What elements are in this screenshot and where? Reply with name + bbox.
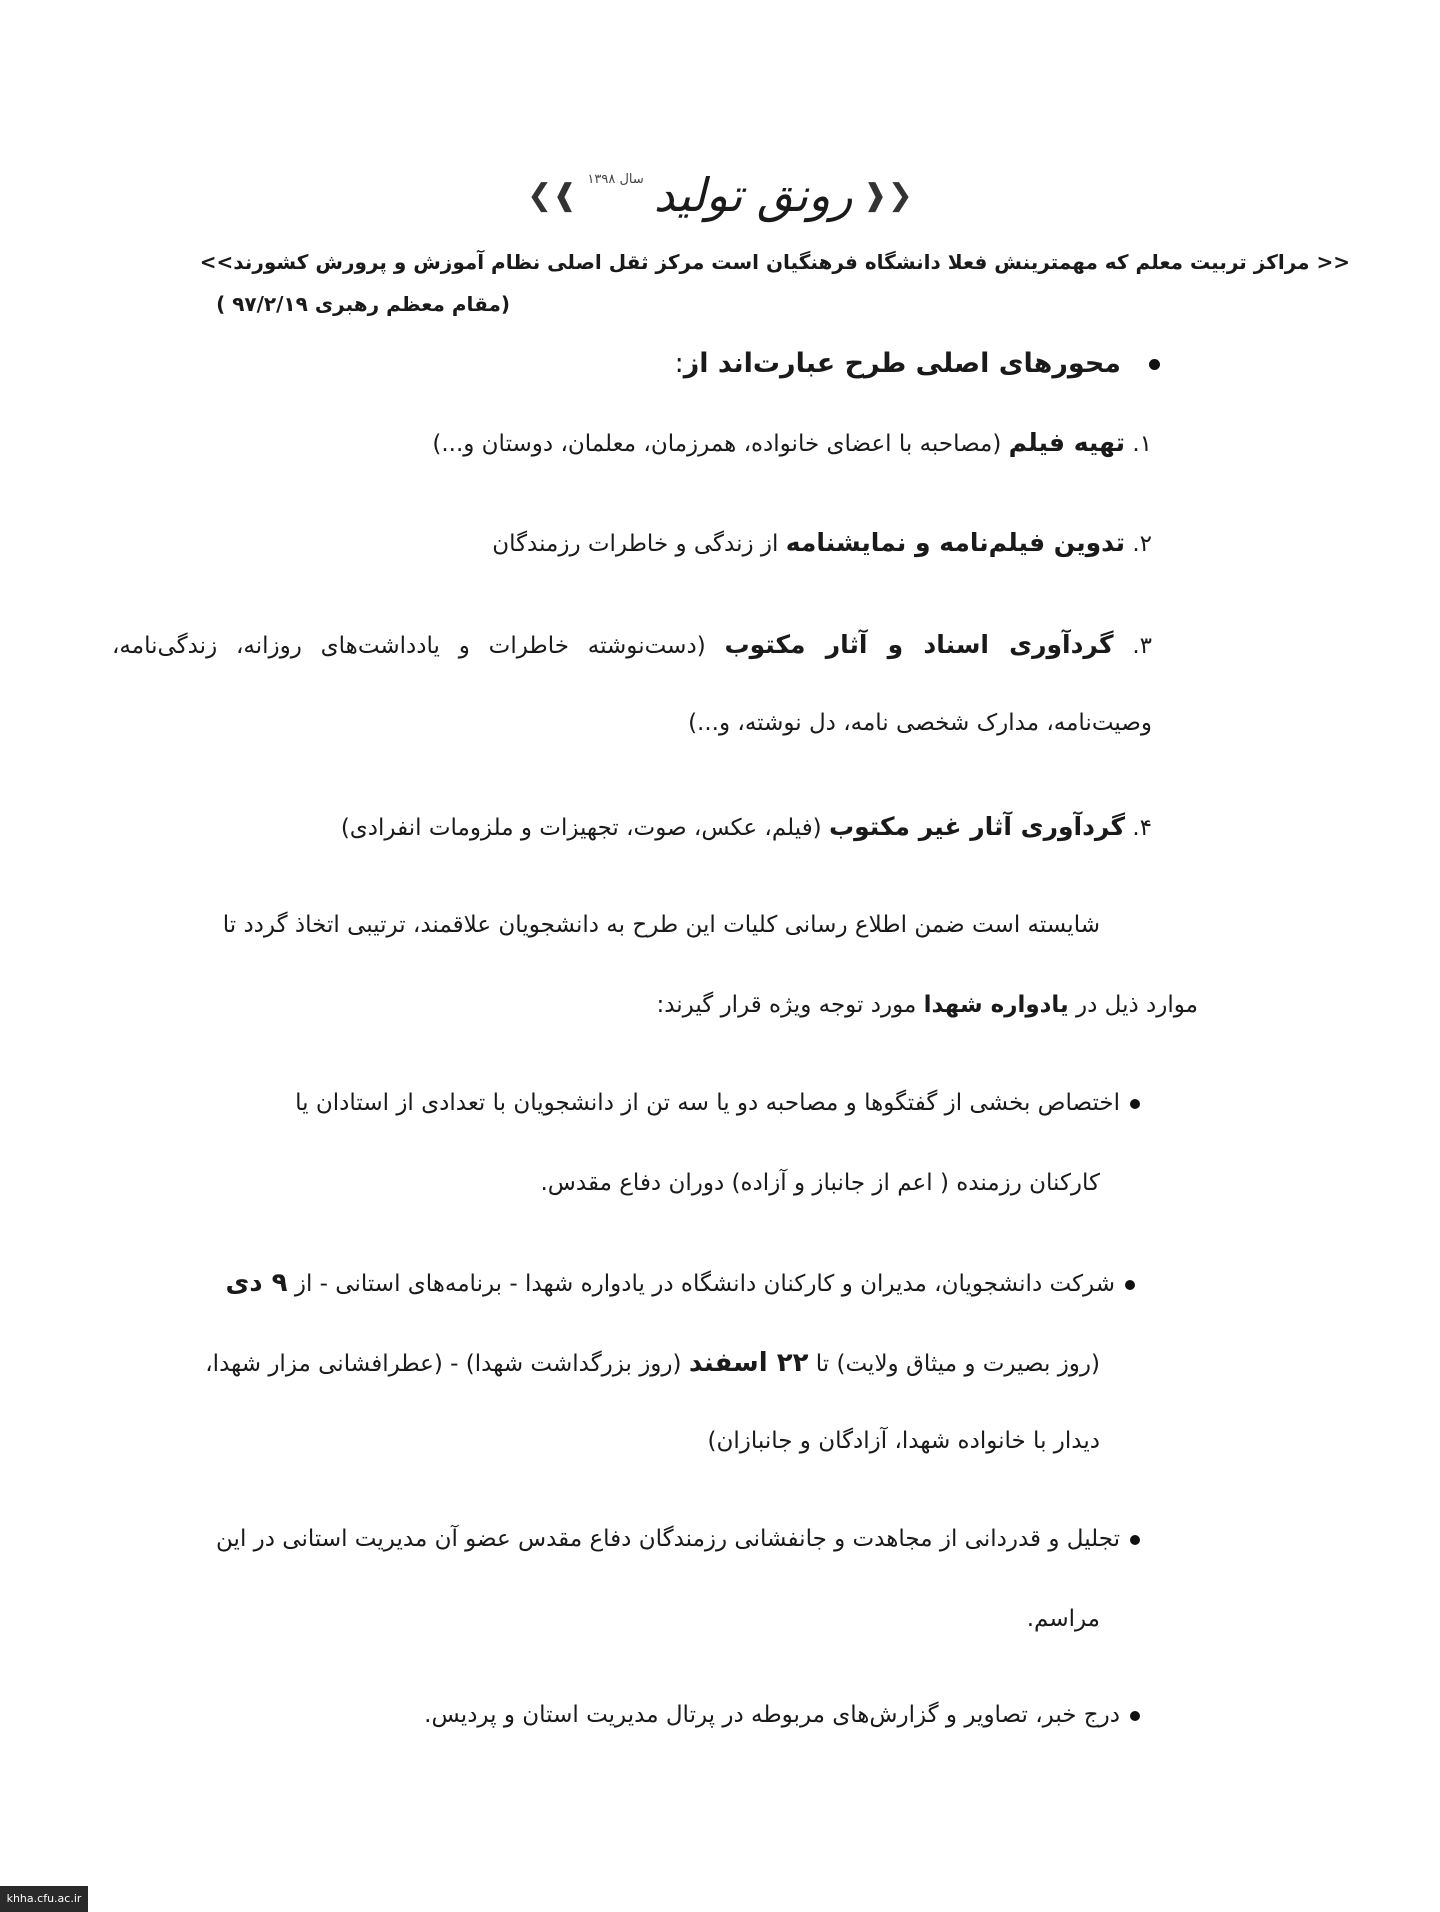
bullet-icon bbox=[1130, 1535, 1140, 1545]
bullet-item-4 bbox=[424, 1702, 1140, 1728]
bullet-item-3-cont: مراسم. bbox=[1026, 1606, 1100, 1632]
item-title: تهیه فیلم bbox=[1008, 428, 1126, 457]
motto-header bbox=[0, 168, 1440, 222]
motto-year: سال ۱۳۹۸ bbox=[587, 172, 644, 187]
bullet-text: (روز بصیرت و میثاق ولایت) تا bbox=[808, 1351, 1100, 1377]
bullet-icon bbox=[1130, 1099, 1140, 1109]
item-number: ۲. bbox=[1132, 531, 1152, 557]
leader-quote: << مراکز تربیت معلم که مهمترینش فعلا دانشگاه فرهنگیان است مرکز ثقل اصلی نظام آموزش و پرورش کشورند>> bbox=[199, 250, 1350, 274]
bullet-text: اختصاص بخشی از گفتگوها و مصاحبه دو یا سه تن از دانشجویان با تعدادی از استادان یا bbox=[295, 1090, 1120, 1116]
paragraph-text: موارد ذیل در bbox=[1068, 992, 1198, 1018]
item-title: گردآوری آثار غیر مکتوب bbox=[828, 812, 1126, 841]
bullet-icon bbox=[1130, 1711, 1140, 1721]
item-desc: (دست‌نوشته خاطرات و یادداشت‌های روزانه، زندگی‌نامه، bbox=[112, 633, 725, 659]
item-title: تدوین فیلم‌نامه و نمایشنامه bbox=[785, 528, 1126, 557]
item-desc: (فیلم، عکس، صوت، تجهیزات و ملزومات انفرادی) bbox=[340, 815, 829, 841]
ornament-left-icon: ❱❯ bbox=[527, 177, 578, 213]
bullet-item-2-line3: دیدار با خانواده شهدا، آزادگان و جانبازان) bbox=[707, 1428, 1100, 1454]
bullet-item-1 bbox=[295, 1090, 1140, 1116]
site-watermark: khha.cfu.ac.ir bbox=[0, 1886, 88, 1912]
paragraph-line-1: شایسته است ضمن اطلاع رسانی کلیات این طرح به دانشجویان علاقمند، ترتیبی اتخاذ گردد تا bbox=[222, 912, 1100, 938]
ornament-right-icon: ❮❰ bbox=[862, 177, 913, 213]
item-number: ۴. bbox=[1132, 815, 1152, 841]
bullet-item-1-cont: کارکنان رزمنده ( اعم از جانباز و آزاده) دوران دفاع مقدس. bbox=[540, 1170, 1100, 1196]
axis-item-1 bbox=[432, 428, 1152, 457]
axes-heading-colon: : bbox=[674, 348, 684, 379]
bullet-item-2 bbox=[225, 1268, 1135, 1298]
bullet-icon bbox=[1149, 359, 1160, 370]
bullet-text: (روز بزرگداشت شهدا) - (عطرافشانی مزار شهدا، bbox=[205, 1351, 689, 1377]
axis-item-3 bbox=[112, 630, 1152, 659]
item-desc: (مصاحبه با اعضای خانواده، همرزمان، معلمان، دوستان و...) bbox=[432, 431, 1009, 457]
item-desc: از زندگی و خاطرات رزمندگان bbox=[492, 531, 786, 557]
axis-item-4 bbox=[341, 812, 1152, 841]
paragraph-text: مورد توجه ویژه قرار گیرند: bbox=[656, 992, 924, 1018]
bullet-item-3 bbox=[216, 1526, 1140, 1552]
axes-heading bbox=[675, 348, 1160, 379]
bullet-item-2-line2 bbox=[205, 1348, 1100, 1378]
bullet-text: درج خبر، تصاویر و گزارش‌های مربوطه در پرتال مدیریت استان و پردیس. bbox=[424, 1702, 1120, 1728]
bullet-text: شرکت دانشجویان، مدیران و کارکنان دانشگاه در یادواره شهدا - برنامه‌های استانی - از bbox=[287, 1271, 1115, 1297]
paragraph-bold: یادواره شهدا bbox=[923, 992, 1069, 1018]
bullet-bold: ۹ دی bbox=[225, 1268, 288, 1298]
axis-item-3-cont: وصیت‌نامه، مدارک شخصی نامه، دل نوشته، و...) bbox=[688, 710, 1152, 736]
motto-text: رونق تولید bbox=[653, 168, 853, 222]
bullet-text: تجلیل و قدردانی از مجاهدت و جانفشانی رزمندگان دفاع مقدس عضو آن مدیریت استانی در این bbox=[216, 1526, 1120, 1552]
bullet-bold: ۲۲ اسفند bbox=[688, 1348, 809, 1378]
quote-source: (مقام معظم رهبری ۹۷/۲/۱۹ ) bbox=[216, 292, 510, 316]
item-number: ۱. bbox=[1132, 431, 1152, 457]
bullet-icon bbox=[1125, 1280, 1135, 1290]
axes-heading-text: محورهای اصلی طرح عبارت‌اند از bbox=[683, 348, 1121, 379]
item-title: گردآوری اسناد و آثار مکتوب bbox=[724, 630, 1114, 659]
axis-item-2 bbox=[492, 528, 1152, 557]
item-number: ۳. bbox=[1132, 633, 1152, 659]
paragraph-line-2 bbox=[656, 992, 1198, 1018]
